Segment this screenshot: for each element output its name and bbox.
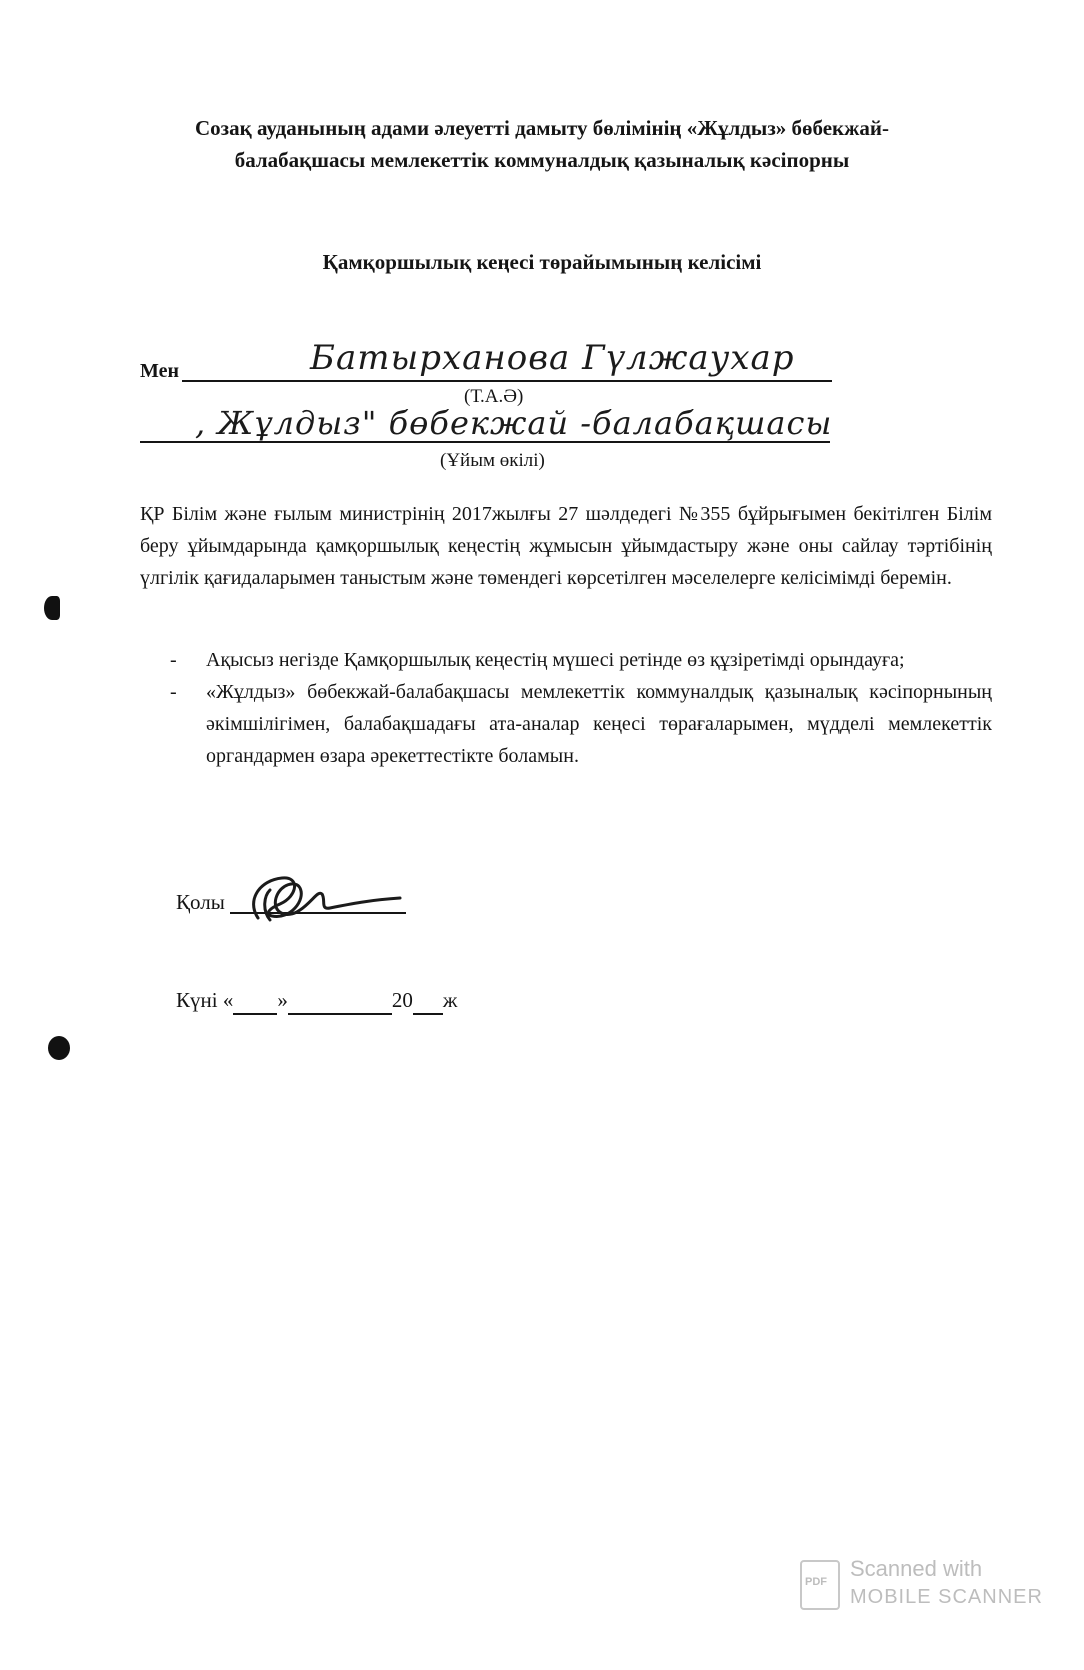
punch-hole-mark (44, 596, 60, 620)
date-label: Күні « (176, 988, 234, 1012)
organization-caption: (Ұйым өкілі) (440, 450, 545, 471)
consent-list (170, 644, 992, 772)
signature-label: Қолы (176, 890, 225, 914)
bullet-dash: - (170, 649, 177, 671)
list-item-text: Ақысыз негізде Қамқоршылық кеңестің мүшесі ретінде өз құзіретімді орындауға; (206, 649, 905, 671)
pdf-icon: PDF (800, 1560, 840, 1610)
signature-scribble (240, 870, 410, 930)
date-day-blank (233, 988, 277, 1015)
header-line-2: балабақшасы мемлекеттік коммуналдық қазыналық кәсіпорны (234, 148, 850, 172)
name-label: Мен (140, 360, 180, 382)
date-year-suffix: ж (442, 988, 458, 1012)
list-item (170, 644, 992, 676)
date-month-blank (288, 988, 392, 1015)
list-item (170, 676, 992, 772)
organization-handwritten: , Жұлдыз" бөбекжай -балабақшасы (195, 404, 833, 442)
ink-blot (48, 1036, 70, 1060)
watermark-line-1: Scanned with (850, 1556, 983, 1581)
bullet-dash: - (170, 681, 177, 703)
name-handwritten: Батырханова Гүлжаухар (310, 338, 795, 378)
date-year-prefix: 20 (391, 988, 413, 1012)
date-year-blank (413, 988, 443, 1015)
date-close-quote: » (277, 988, 288, 1012)
date-row (176, 988, 457, 1015)
consent-paragraph: ҚР Білім және ғылым министрінің 2017жылғы 27 шәлдедегі №355 бұйрығымен бекітілген Білім беру ұйымдарында қамқоршылық кеңестің жұмысын ұйымдастыру және оны сайлау тәртібінің үлгілік қағидаларымен таныстым және төмендегі көрсетілген мәселелерге келісімімді беремін. (140, 503, 992, 589)
watermark-line-2: MOBILE SCANNER (850, 1586, 1043, 1608)
name-line (182, 380, 832, 382)
name-caption: (Т.А.Ә) (464, 386, 524, 407)
list-item-text: «Жұлдыз» бөбекжай-балабақшасы мемлекеттік коммуналдық қазыналық кәсіпорнының әкімшілігімен, балабақшадағы ата-аналар кеңесі төрағаларымен, мүдделі мемлекеттік органдармен өзара әрекеттестікте боламын. (206, 681, 992, 767)
document-header (120, 112, 964, 176)
document-title: Қамқоршылық кеңесі төрайымының келісімі (322, 250, 762, 274)
header-line-1: Созақ ауданының адами әлеуетті дамыту бөлімінің «Жұлдыз» бөбекжай- (195, 116, 889, 140)
